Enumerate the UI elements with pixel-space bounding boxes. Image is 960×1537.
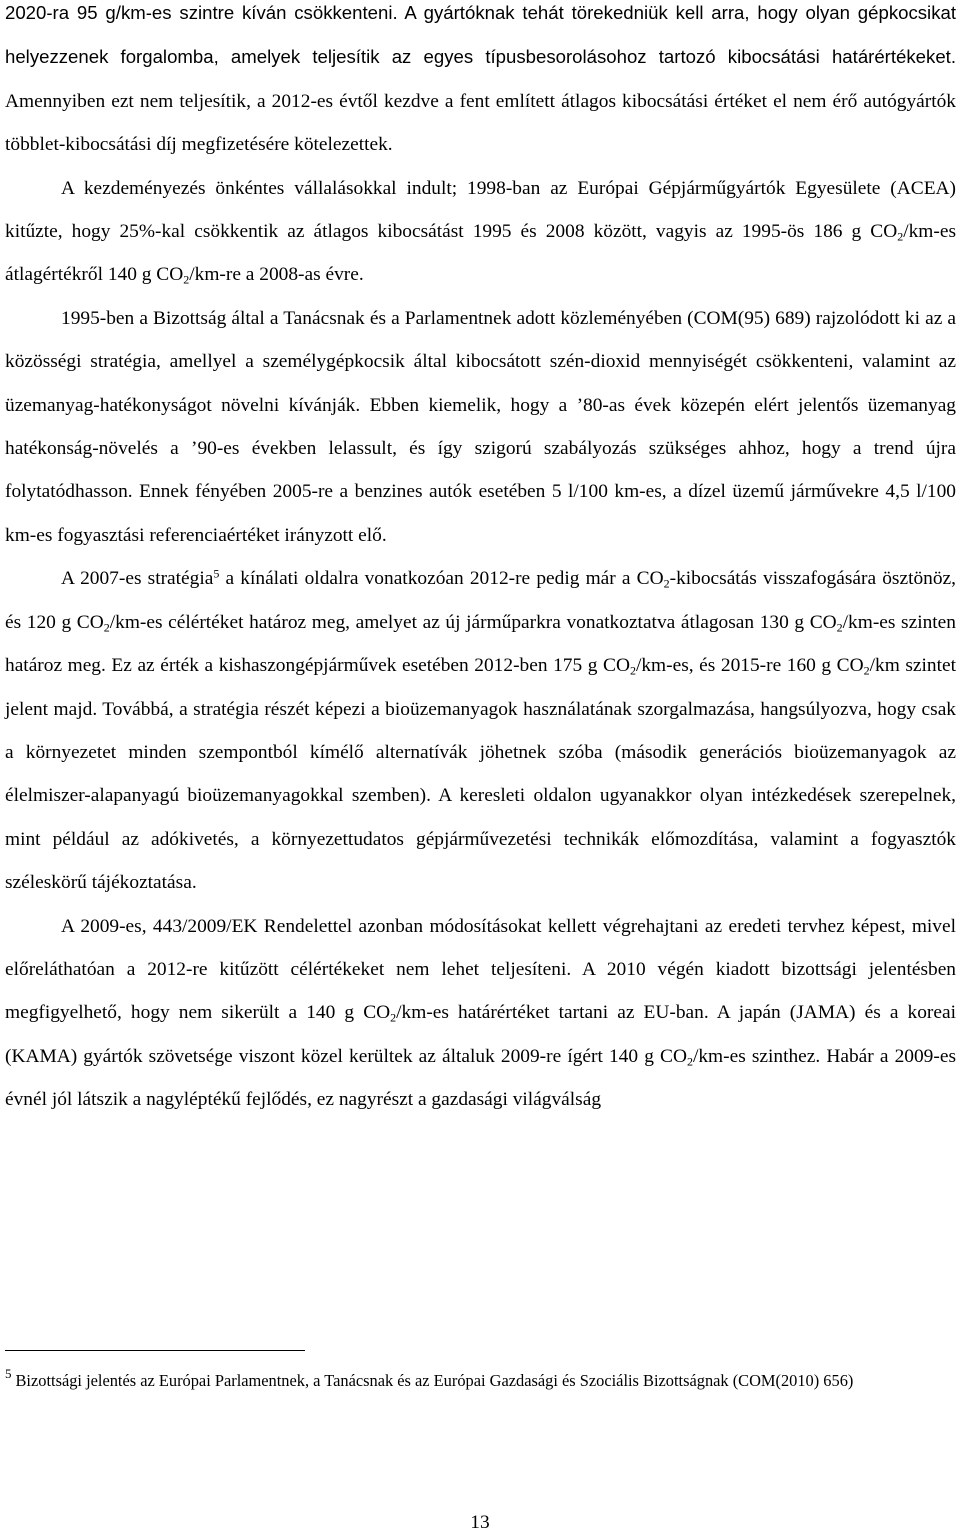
paragraph-4-text-g: /km szintet jelent majd. Továbbá, a stratégia részét képezi a bioüzemanyagok használatának szorgalmazása, hangsúlyozva, hogy csak a környezetet minden szempontból kímélő alternatívák jöhetnek szóba (második generációs bioüzemanyagok az élelmiszer-alapanyagú bioüzemanyagokkal szemben). A keresleti oldalon ugyanakkor olyan intézkedések szerepelnek, mint például az adókivetés, a környezettudatos gépjárművezetési technikák előmozdítása, valamint a fogyasztók széleskörű tájékoztatása.: [5, 655, 956, 894]
co2-subscript: 2: [897, 229, 904, 244]
paragraph-1-text-sans: 2020-ra 95 g/km-es szintre kíván csökkenteni. A gyártóknak tehát törekedniük kell arra, hogy olyan gépkocsikat helyezzenek forgalomba, amelyek teljesítik az egyes típusbesorolásohoz tartozó kibocsátási határértékeket.: [5, 2, 956, 68]
paragraph-5-text-a: A 2009-es, 443/2009/EK Rendelettel azonban módosításokat kellett végrehajtani az eredeti tervhez képest, mivel előreláthatóan a 2012-re kitűzött célértékeket nem lehet teljesíteni. A 2010 végén kiadott bizottsági jelentésben megfigyelhető, hogy nem sikerült a 140 g CO: [5, 915, 956, 1024]
co2-subscript: 2: [863, 663, 870, 678]
paragraph-3-text-a: 1995-ben a Bizottság által a Tanácsnak és a Parlamentnek adott közleményében (COM(95) 689) rajzolódott ki az a közösségi stratégia, amellyel a személygépkocsik által kibocsátott szén-dioxid mennyiségét csökkenteni, valamint az üzemanyag-hatékonyságot növelni kívánják.: [5, 307, 956, 416]
paragraph-2-text-b: /km-es átlagértékről 140 g CO: [5, 221, 956, 286]
footnote-separator: [5, 1350, 305, 1351]
footnote-mark: 5: [5, 1366, 12, 1381]
co2-subscript: 2: [390, 1010, 397, 1025]
paragraph-4: [5, 557, 956, 904]
paragraph-5: [5, 905, 956, 1122]
footnote-reference: 5: [213, 566, 220, 581]
co2-subscript: 2: [663, 576, 670, 591]
footnote-text: Bizottsági jelentés az Európai Parlamentnek, a Tanácsnak és az Európai Gazdasági és Szociális Bizottságnak (COM(2010) 656): [15, 1371, 854, 1390]
paragraph-1-text: Amennyiben ezt nem teljesítik, a 2012-es évtől kezdve a fent említett átlagos kibocsátási értéket el nem érő autógyártók többlet-kibocsátási díj megfizetésére kötelezettek.: [5, 90, 956, 156]
paragraph-3-text-b: Ebben kiemelik, hogy a ’80-as évek közepén elért jelentős üzemanyag hatékonság-növelés a ’90-es években lelassult, és így szigorú szabályozás szükséges ahhoz, hogy a trend újra folytatódhasson. Ennek fényében 2005-re a benzines autók esetében 5 l/100 km-es, a dízel üzemű járművekre 4,5 l/100 km-es fogyasztási referenciaértéket irányzott elő.: [5, 394, 957, 546]
document-page: [5, 0, 956, 1122]
co2-subscript: 2: [836, 620, 843, 635]
paragraph-1: [5, 0, 956, 167]
paragraph-4-text-a: A 2007-es stratégia: [61, 568, 214, 590]
footnote: [5, 1362, 950, 1400]
paragraph-3: [5, 297, 956, 557]
paragraph-4-text-c: -kibocsátás visszafogására ösztönöz, és 120 g CO: [5, 568, 957, 633]
co2-subscript: 2: [183, 273, 190, 288]
paragraph-2: [5, 167, 956, 297]
page-number: 13: [470, 1512, 490, 1533]
paragraph-5-text-b: /km-es határértéket tartani az EU-ban. A japán (JAMA) és a koreai (KAMA) gyártók szövetsége viszont közel kerültek az általuk 2009-re ígért 140 g CO: [5, 1002, 956, 1067]
co2-subscript: 2: [103, 620, 110, 635]
paragraph-4-text-f: /km-es, és 2015-re 160 g CO: [635, 655, 864, 677]
paragraph-4-text-d: /km-es célértéket határoz meg, amelyet az új járműparkra vonatkoztatva átlagosan 130 g CO: [109, 611, 837, 633]
paragraph-2-text-a: A kezdeményezés önkéntes vállalásokkal indult; 1998-ban az Európai Gépjárműgyártók Egyesülete (ACEA) kitűzte, hogy 25%-kal csökkentik az átlagos kibocsátást 1995 és 2008 között, vagyis az 1995-ös 186 g CO: [5, 177, 956, 243]
paragraph-4-text-b: a kínálati oldalra vonatkozóan 2012-re pedig már a CO: [219, 568, 664, 590]
co2-subscript: 2: [686, 1054, 693, 1069]
paragraph-5-text-c: /km-es szinthez. Habár a 2009-es évnél jól látszik a nagyléptékű fejlődés, ez nagyrészt a gazdasági világválság: [5, 1045, 956, 1111]
paragraph-4-text-e: /km-es szinten határoz meg. Ez az érték a kishaszongépjárművek esetében 2012-ben 175 g CO: [5, 611, 956, 677]
paragraph-2-text-c: /km-re a 2008-as évre.: [189, 264, 364, 286]
co2-subscript: 2: [629, 663, 636, 678]
